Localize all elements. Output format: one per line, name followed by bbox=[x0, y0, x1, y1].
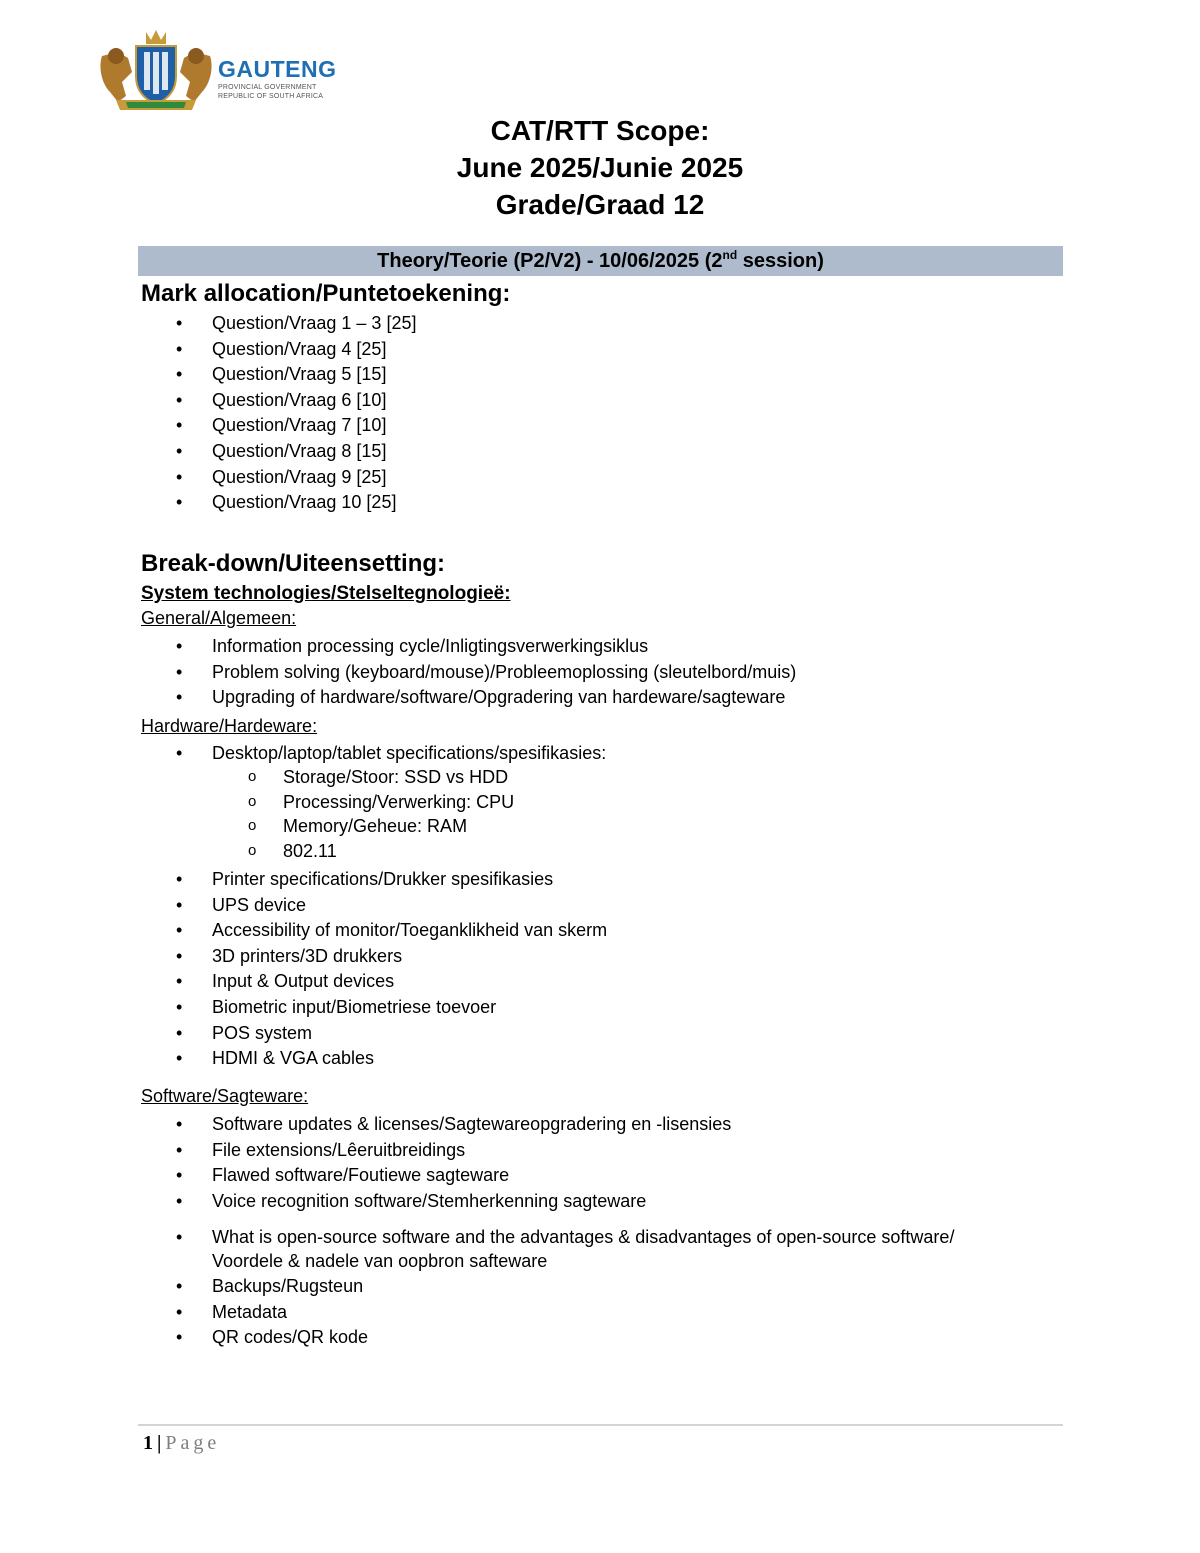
bullet-icon: o bbox=[248, 817, 257, 834]
list-item bbox=[0, 442, 1000, 460]
list-item bbox=[0, 768, 514, 786]
logo-subtitle-country: REPUBLIC OF SOUTH AFRICA bbox=[218, 93, 324, 100]
hardware-spec-list bbox=[0, 744, 1000, 762]
list-item bbox=[0, 1024, 1000, 1042]
list-item-text: 3D printers/3D drukkers bbox=[212, 945, 403, 966]
list-item-text: Storage/Stoor: SSD vs HDD bbox=[283, 767, 509, 787]
title-line-3: Grade/Graad 12 bbox=[495, 189, 705, 220]
logo-brand-text: GAUTENG bbox=[218, 56, 337, 82]
list-item bbox=[0, 314, 1000, 332]
bullet-icon: • bbox=[176, 1301, 183, 1322]
list-item bbox=[0, 947, 1000, 965]
bullet-icon: • bbox=[176, 1022, 183, 1043]
bar-superscript: nd bbox=[722, 248, 738, 262]
list-item bbox=[0, 468, 1000, 486]
list-item-text: Question/Vraag 7 [10] bbox=[212, 415, 387, 436]
bullet-icon: • bbox=[176, 440, 183, 461]
paper-session-bar bbox=[138, 246, 1063, 276]
hardware-list bbox=[0, 870, 1000, 1075]
hardware-section-label: Hardware/Hardeware: bbox=[141, 716, 318, 736]
list-item bbox=[0, 493, 1000, 511]
bullet-icon: • bbox=[176, 1327, 183, 1348]
list-item bbox=[0, 921, 1000, 939]
hardware-spec-sublist bbox=[0, 768, 514, 866]
general-list bbox=[0, 637, 1000, 714]
page-label: Page bbox=[165, 1432, 221, 1454]
list-item-text: Problem solving (keyboard/mouse)/Probleemoplossing (sleutelbord/muis) bbox=[212, 661, 797, 682]
list-item-text: POS system bbox=[212, 1022, 313, 1043]
software-list bbox=[0, 1115, 1000, 1217]
list-item-text: Information processing cycle/Inligtingsverwerkingsiklus bbox=[212, 636, 649, 656]
list-item bbox=[0, 998, 1000, 1016]
list-item bbox=[0, 1328, 1000, 1346]
bullet-icon: o bbox=[248, 792, 257, 810]
list-item bbox=[0, 340, 1000, 358]
bullet-icon: • bbox=[176, 1165, 183, 1186]
bar-text-end: session) bbox=[737, 250, 824, 272]
bullet-icon: • bbox=[176, 636, 183, 656]
bullet-icon: • bbox=[176, 466, 183, 487]
list-item bbox=[0, 1277, 1000, 1295]
bullet-icon: • bbox=[176, 1276, 183, 1296]
software-list-continued bbox=[0, 1277, 1000, 1354]
list-item-text: Question/Vraag 10 [25] bbox=[212, 492, 397, 513]
bullet-icon: • bbox=[176, 743, 183, 763]
list-item bbox=[0, 365, 1000, 383]
list-item-text: Printer specifications/Drukker spesifikasies bbox=[212, 869, 554, 889]
bullet-icon: • bbox=[176, 661, 183, 682]
breakdown-heading: Break-down/Uiteensetting: bbox=[141, 550, 446, 577]
list-item bbox=[0, 817, 514, 835]
footer-divider bbox=[138, 1424, 1063, 1426]
bullet-icon: • bbox=[176, 971, 183, 992]
list-item bbox=[0, 972, 1000, 990]
list-item bbox=[0, 896, 1000, 914]
list-item-text: Question/Vraag 6 [10] bbox=[212, 389, 387, 410]
system-technologies-heading: System technologies/Stelseltegnologieë: bbox=[141, 583, 511, 604]
list-item-text: Question/Vraag 4 [25] bbox=[212, 338, 387, 359]
list-item-text: Metadata bbox=[212, 1301, 288, 1322]
list-item-text: Flawed software/Foutiewe sagteware bbox=[212, 1165, 510, 1186]
list-item bbox=[0, 391, 1000, 409]
bullet-icon: • bbox=[176, 920, 183, 941]
list-item-text: Question/Vraag 9 [25] bbox=[212, 466, 387, 487]
bullet-icon: • bbox=[176, 338, 183, 359]
list-item-text: Input & Output devices bbox=[212, 971, 395, 992]
bullet-icon: • bbox=[176, 1114, 183, 1134]
software-section-label: Software/Sagteware: bbox=[141, 1086, 309, 1106]
bullet-icon: • bbox=[176, 492, 183, 513]
bullet-icon: • bbox=[176, 1139, 183, 1160]
bullet-icon: • bbox=[176, 415, 183, 436]
list-item-text: Question/Vraag 8 [15] bbox=[212, 440, 387, 461]
bar-text: Theory/Teorie (P2/V2) - 10/06/2025 (2 bbox=[377, 250, 723, 272]
list-item bbox=[0, 793, 514, 811]
list-item-text: File extensions/Lêeruitbreidings bbox=[212, 1139, 466, 1160]
list-item bbox=[0, 870, 1000, 888]
list-item-text: Question/Vraag 1 – 3 [25] bbox=[212, 313, 417, 333]
bullet-icon: o bbox=[248, 768, 257, 785]
list-item-text: HDMI & VGA cables bbox=[212, 1048, 375, 1069]
bullet-icon: o bbox=[248, 841, 257, 859]
bullet-icon: • bbox=[176, 313, 183, 333]
bullet-icon: • bbox=[176, 996, 183, 1017]
list-item-text: Voice recognition software/Stemherkenning sagteware bbox=[212, 1190, 647, 1211]
software-open-source-item bbox=[0, 1225, 1000, 1273]
mark-allocation-list bbox=[0, 314, 1000, 519]
title-line-2: June 2025/Junie 2025 bbox=[456, 152, 744, 183]
list-item bbox=[0, 1166, 1000, 1184]
list-item bbox=[0, 1303, 1000, 1321]
list-item bbox=[0, 1141, 1000, 1159]
bullet-icon: • bbox=[176, 1048, 183, 1069]
list-item bbox=[0, 688, 1000, 706]
list-item-text: Upgrading of hardware/software/Opgradering van hardeware/sagteware bbox=[212, 687, 786, 708]
coat-of-arms-icon bbox=[96, 26, 216, 112]
list-item: • Desktop/laptop/tablet specifications/spesifikasies: bbox=[176, 743, 607, 763]
list-item bbox=[0, 416, 1000, 434]
list-item-text: Accessibility of monitor/Toeganklikheid van skerm bbox=[212, 920, 608, 941]
gauteng-logo bbox=[96, 26, 346, 112]
list-item-text: Biometric input/Biometriese toevoer bbox=[212, 996, 497, 1017]
page-footer bbox=[143, 1432, 220, 1455]
list-item-text: Memory/Geheue: RAM bbox=[283, 816, 468, 836]
list-item: • What is open-source software and the advantages & disadvantages of open-source software/ Voordele & nadele van oopbron safteware bbox=[176, 1227, 955, 1271]
list-item-text: Processing/Verwerking: CPU bbox=[283, 791, 515, 812]
list-item-text: Software updates & licenses/Sagtewareopgradering en -lisensies bbox=[212, 1114, 732, 1134]
list-item-text: 802.11 bbox=[283, 840, 337, 861]
mark-allocation-heading: Mark allocation/Puntetoekening: bbox=[141, 280, 511, 307]
bullet-icon: • bbox=[176, 945, 183, 966]
logo-subtitle: PROVINCIAL GOVERNMENT bbox=[218, 84, 317, 91]
document-title bbox=[0, 112, 1200, 223]
general-section-label: General/Algemeen: bbox=[141, 608, 297, 628]
bullet-icon: • bbox=[176, 1227, 183, 1247]
list-item-text: UPS device bbox=[212, 894, 307, 915]
page-number: 1 bbox=[143, 1432, 153, 1454]
bullet-icon: • bbox=[176, 869, 183, 889]
bullet-icon: • bbox=[176, 364, 183, 385]
bullet-icon: • bbox=[176, 687, 183, 708]
list-item bbox=[0, 1049, 1000, 1067]
bullet-icon: • bbox=[176, 389, 183, 410]
list-item-text: Backups/Rugsteun bbox=[212, 1276, 364, 1296]
list-item-text: QR codes/QR kode bbox=[212, 1327, 369, 1348]
bullet-icon: • bbox=[176, 1190, 183, 1211]
list-item-text: Question/Vraag 5 [15] bbox=[212, 364, 387, 385]
list-item bbox=[0, 842, 514, 860]
list-item bbox=[0, 663, 1000, 681]
title-line-1: CAT/RTT Scope: bbox=[490, 115, 710, 146]
bullet-icon: • bbox=[176, 894, 183, 915]
list-item bbox=[0, 1192, 1000, 1210]
list-item bbox=[0, 637, 1000, 655]
list-item bbox=[0, 1115, 1000, 1133]
footer-separator: | bbox=[157, 1432, 162, 1454]
